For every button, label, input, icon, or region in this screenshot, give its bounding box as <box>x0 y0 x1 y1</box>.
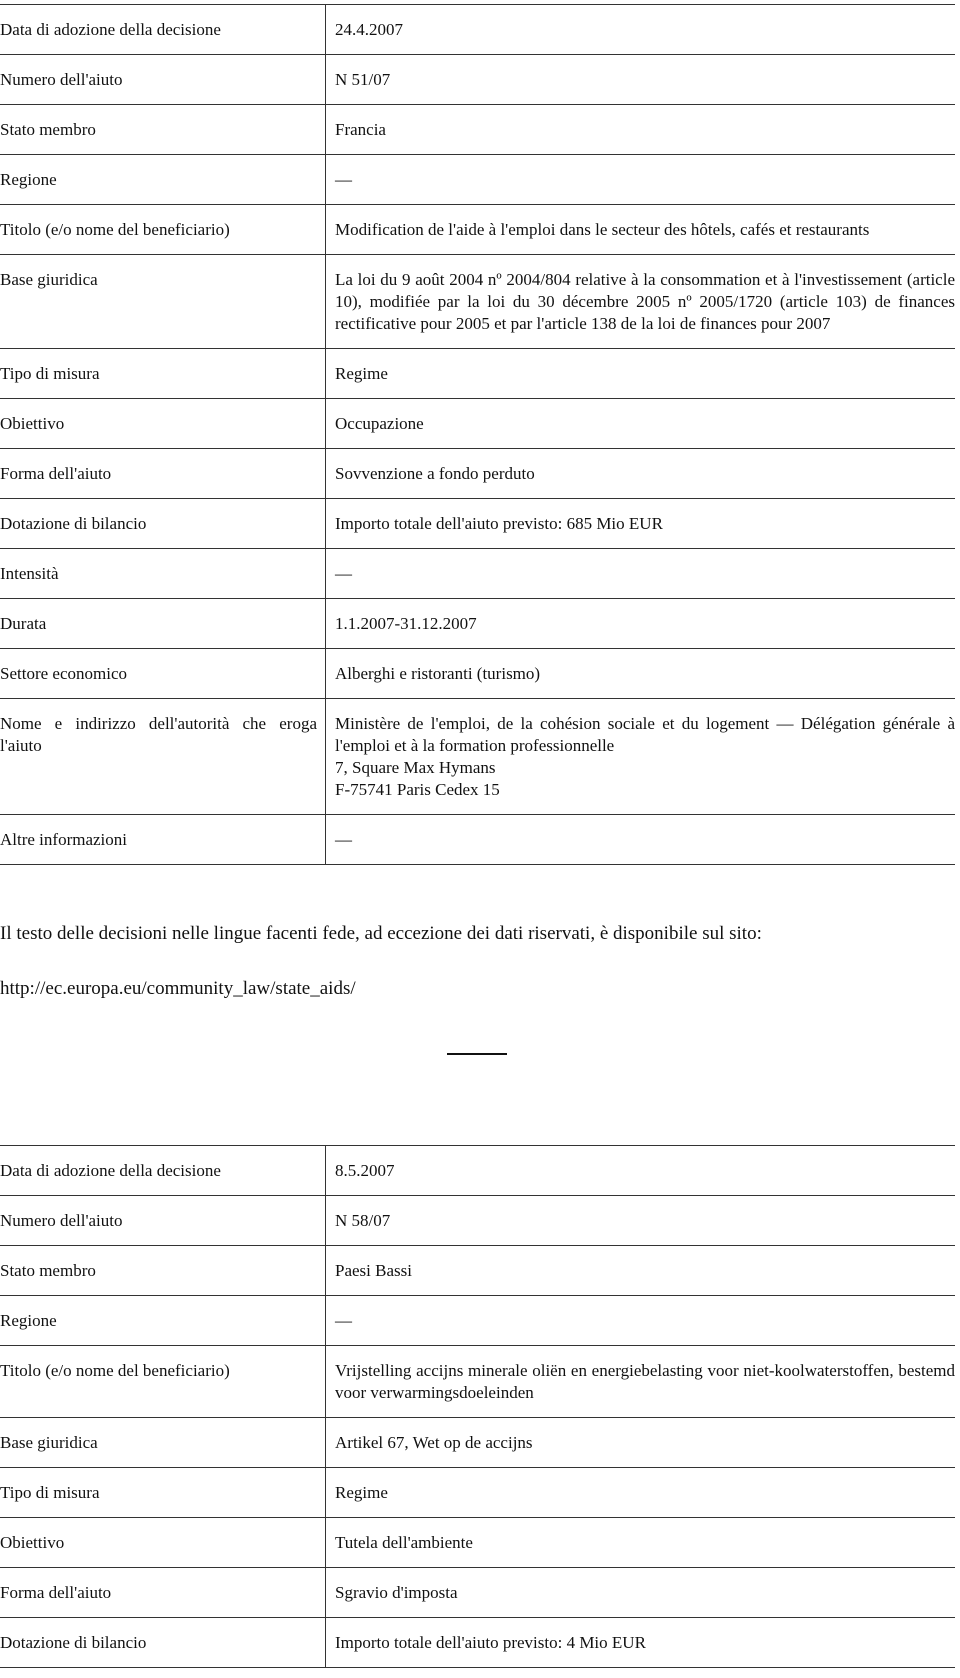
field-value <box>326 1346 956 1418</box>
field-value-line: Francia <box>335 120 386 139</box>
field-label: Forma dell'aiuto <box>0 1568 326 1618</box>
field-value <box>326 255 956 349</box>
field-label: Base giuridica <box>0 255 326 349</box>
field-label: Titolo (e/o nome del beneficiario) <box>0 205 326 255</box>
field-value-line: Importo totale dell'aiuto previsto: 4 Mio EUR <box>335 1633 646 1652</box>
field-value-line: Alberghi e ristoranti (turismo) <box>335 664 541 683</box>
field-value <box>326 1468 956 1518</box>
field-label: Dotazione di bilancio <box>0 499 326 549</box>
field-value <box>326 599 956 649</box>
field-value <box>326 1246 956 1296</box>
field-value <box>326 1518 956 1568</box>
table-row <box>0 399 955 449</box>
state-aids-url[interactable]: http://ec.europa.eu/community_law/state_aids/ <box>0 978 356 999</box>
field-value-line: Paesi Bassi <box>335 1261 412 1280</box>
field-value <box>326 699 956 815</box>
field-value <box>326 1568 956 1618</box>
decision-table-2 <box>0 1145 955 1668</box>
table-row <box>0 349 955 399</box>
field-value-line: Regime <box>335 1483 388 1502</box>
table-row <box>0 815 955 865</box>
field-value-line: Sovvenzione a fondo perduto <box>335 464 535 483</box>
field-value <box>326 449 956 499</box>
table-row <box>0 1468 955 1518</box>
field-value <box>326 105 956 155</box>
field-value <box>326 549 956 599</box>
field-value-line: Vrijstelling accijns minerale oliën en energiebelasting voor niet-koolwaterstoffen, bestemd voor verwarmingsdoeleinden <box>335 1361 955 1402</box>
field-label: Settore economico <box>0 649 326 699</box>
field-value-line: — <box>335 1311 352 1330</box>
field-label: Regione <box>0 155 326 205</box>
field-value <box>326 499 956 549</box>
field-label: Nome e indirizzo dell'autorità che eroga l'aiuto <box>0 699 326 815</box>
field-value <box>326 399 956 449</box>
field-label: Numero dell'aiuto <box>0 1196 326 1246</box>
field-label: Tipo di misura <box>0 1468 326 1518</box>
field-label: Tipo di misura <box>0 349 326 399</box>
field-value-line: F-75741 Paris Cedex 15 <box>335 780 500 799</box>
table-row <box>0 699 955 815</box>
field-value-line: Occupazione <box>335 414 424 433</box>
field-label: Data di adozione della decisione <box>0 5 326 55</box>
field-label: Obiettivo <box>0 1518 326 1568</box>
field-value <box>326 155 956 205</box>
decision-table-1 <box>0 4 955 865</box>
field-label: Durata <box>0 599 326 649</box>
table-row <box>0 55 955 105</box>
section-separator <box>447 1053 507 1055</box>
table-row <box>0 255 955 349</box>
table-row <box>0 105 955 155</box>
field-value-line: 7, Square Max Hymans <box>335 758 496 777</box>
field-value-line: Tutela dell'ambiente <box>335 1533 473 1552</box>
field-label: Numero dell'aiuto <box>0 55 326 105</box>
field-value-line: Sgravio d'imposta <box>335 1583 458 1602</box>
field-value-line: N 58/07 <box>335 1211 391 1230</box>
field-value-line: La loi du 9 août 2004 nº 2004/804 relative à la consommation et à l'investissement (article 10), modifiée par la loi du 30 décembre 2005 nº 2005/1720 (article 103) de finances rectificative pour 2005 et par l'article 138 de la loi de finances pour 2007 <box>335 270 955 333</box>
field-value <box>326 649 956 699</box>
table-row <box>0 599 955 649</box>
field-value <box>326 5 956 55</box>
field-label: Obiettivo <box>0 399 326 449</box>
field-label: Data di adozione della decisione <box>0 1146 326 1196</box>
table-row <box>0 1246 955 1296</box>
field-value-line: Regime <box>335 364 388 383</box>
field-value-line: — <box>335 830 352 849</box>
table-row <box>0 155 955 205</box>
table-row <box>0 1618 955 1668</box>
table-row <box>0 499 955 549</box>
field-value <box>326 205 956 255</box>
field-label: Titolo (e/o nome del beneficiario) <box>0 1346 326 1418</box>
field-value-line: Ministère de l'emploi, de la cohésion sociale et du logement — Délégation générale à l'emploi et à la formation professionnelle <box>335 714 955 755</box>
field-value <box>326 349 956 399</box>
table-row <box>0 549 955 599</box>
field-value <box>326 815 956 865</box>
field-value-line: Artikel 67, Wet op de accijns <box>335 1433 533 1452</box>
table-row <box>0 1146 955 1196</box>
availability-note: Il testo delle decisioni nelle lingue facenti fede, ad eccezione dei dati riservati, è disponibile sul sito: <box>0 923 762 944</box>
field-value <box>326 1296 956 1346</box>
table-row <box>0 449 955 499</box>
table-row <box>0 1568 955 1618</box>
field-value-line: Importo totale dell'aiuto previsto: 685 Mio EUR <box>335 514 663 533</box>
field-value-line: 1.1.2007-31.12.2007 <box>335 614 477 633</box>
field-value <box>326 1146 956 1196</box>
table-row <box>0 649 955 699</box>
field-label: Stato membro <box>0 1246 326 1296</box>
field-value-line: 24.4.2007 <box>335 20 403 39</box>
table-row <box>0 1418 955 1468</box>
table-row <box>0 1196 955 1246</box>
field-label: Stato membro <box>0 105 326 155</box>
field-value <box>326 1196 956 1246</box>
field-value-line: — <box>335 564 352 583</box>
field-value <box>326 55 956 105</box>
table-row <box>0 1346 955 1418</box>
field-value <box>326 1618 956 1668</box>
field-value-line: N 51/07 <box>335 70 391 89</box>
field-value-line: Modification de l'aide à l'emploi dans le secteur des hôtels, cafés et restaurants <box>335 220 870 239</box>
field-label: Base giuridica <box>0 1418 326 1468</box>
field-value-line: — <box>335 170 352 189</box>
field-label: Altre informazioni <box>0 815 326 865</box>
table-row <box>0 1518 955 1568</box>
field-label: Forma dell'aiuto <box>0 449 326 499</box>
table-row <box>0 205 955 255</box>
field-value-line: 8.5.2007 <box>335 1161 395 1180</box>
field-value <box>326 1418 956 1468</box>
field-label: Regione <box>0 1296 326 1346</box>
field-label: Dotazione di bilancio <box>0 1618 326 1668</box>
table-row <box>0 1296 955 1346</box>
field-label: Intensità <box>0 549 326 599</box>
table-row <box>0 5 955 55</box>
